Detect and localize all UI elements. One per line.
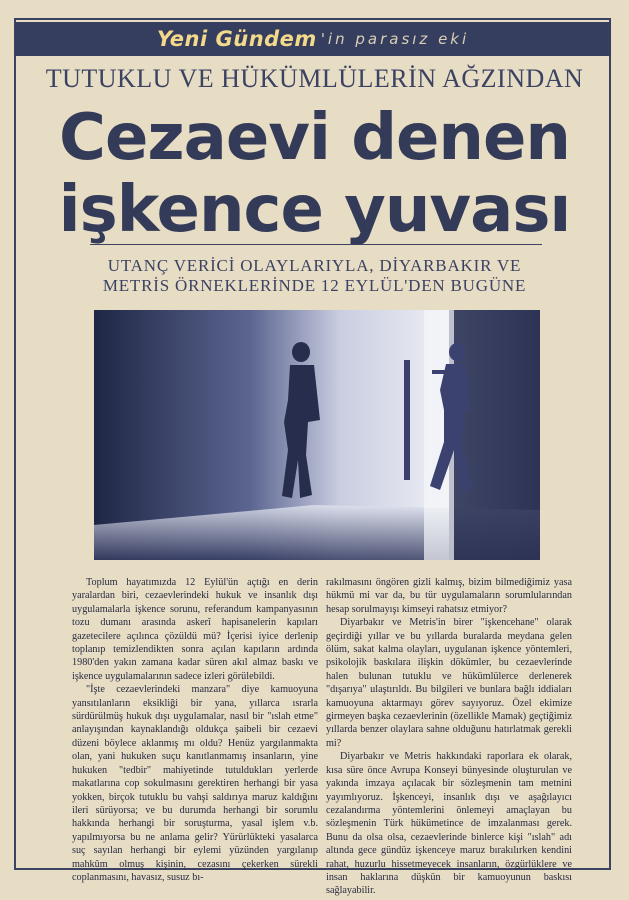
masthead-banner (15, 22, 611, 56)
article-paragraph: Diyarbakır ve Metris hakkındaki raporlara ek olarak, kısa süre önce Avrupa Konseyi bünyesinde oluşturulan ve yakında imzaya açılacak bir sözleşmenin tam metnini yayımlıyoruz. İşkenceyi, insanlık dışı ve aşağılayıcı cezalandırma yöntemlerini önlemeyi amaçlayan bu sözleşmenin Türk hükümetince de imzalanması gerek. Bunu da olsa olsa, cezaevlerinde binlerce kişi "ıslah" adı altında gece gündüz işkenceye maruz bırakılırken kendini rahat, huzurlu hissetmeyecek insanların, özgürlüklere ve insan haklarına düşkün bir kamuoyunun baskısı sağlayabilir. (326, 751, 572, 897)
headline-divider (90, 244, 542, 245)
headline-line-1: Cezaevi denen (59, 101, 570, 175)
kicker-heading: TUTUKLU VE HÜKÜMLÜLERİN AĞZINDAN (45, 64, 584, 93)
masthead-suffix: 'in parasız eki (320, 30, 470, 48)
masthead-brand: Yeni Gündem (156, 27, 317, 51)
article-column-right (326, 576, 572, 898)
headline-line-2: işkence yuvası (58, 173, 571, 247)
subtitle-line-2: METRİS ÖRNEKLERİNDE 12 EYLÜL'DEN BUGÜNE (102, 276, 527, 295)
prison-corridor-photo (94, 310, 540, 560)
article-paragraph: "İşte cezaevlerindeki manzara" diye kamuoyuna yansıtılanların eksikliği bir yana, yıllarca ısrarla sürdürülmüş hukuk dışı uygulamalar, nasıl bir "ıslah etme" anlayışından kaynaklandığı oldukça şaibeli bir cezaevi düzeni böylece aklanmış mı oldu? Henüz yargılanmakta olan, yani hukuken suçu kanıtlanmamış insanların, yine hukuken "tedbir" mahiyetinde tutuldukları yerlerde makatlarına cop sokulmasını gerektiren herhangi bir yasa yokken, birçok tutuklu bu vahşi saldırıya maruz kaldığını ileri sürüyorsa; ve bu durumda herhangi bir sorumlu hakkında herhangi bir soruşturma, yasal işlem v.b. yapılmıyorsa bu ne anlama gelir? Yürürlükteki yasalarca suç sayılan herhangi bir eylemi yüzünden yargılanıp mahkûm olmuş kişinin, cezasını çekerken sürekli coplanmasını, havasız, susuz bı- (72, 684, 318, 883)
subtitle (0, 256, 629, 296)
subtitle-line-1: UTANÇ VERİCİ OLAYLARIYLA, DİYARBAKIR VE (107, 256, 522, 275)
article-paragraph: Toplum hayatımızda 12 Eylül'ün açtığı en derin yaralardan biri, cezaevlerindeki hukuk ve insanlık dışı uygulamalarla işkence sorunu, referandum kampanyasının tozu dumanı arasında askerî hapisanelerin kapıları gazetecilere açılınca çözüldü mü? İçerisi iyice derlenip toplanıp temizlendikten sonra açılan kapıların ardında 1980'den yakın zamana kadar süren akıl almaz baskı ve işkence uygulamalarının sadece izleri görülebildi. (72, 577, 318, 682)
article-paragraph: rakılmasını öngören gizli kalmış, bizim bilmediğimiz yasa hükmü mi var da, bu tür uygulamaların sorumlularından hesap sorulmayışı kimseyi rahatsız etmiyor? (326, 577, 572, 615)
article-column-left (72, 576, 318, 884)
article-paragraph: Diyarbakır ve Metris'in birer "işkencehane" olarak geçirdiği yıllar ve bu yıllarda buralarda meydana gelen ölüm, sakat kalma olayları, uygulanan işkence yöntemleri, psikolojik baskılara ilişkin dökümler, bu cezaevlerinde halen bulunan tutuklu ve hükümlülerce derlenerek "dışarıya" ulaştırıldı. Bu bilgileri ve bunlara bağlı iddiaları kamuoyuna aktarmayı görev sayıyoruz. Özel ekimize girmeyen başka cezaevlerinin (özellikle Mamak) geçtiğimiz yıllarda benzer olaylara sahne olduğunu hatırlatmak gerekli mi? (326, 617, 572, 749)
